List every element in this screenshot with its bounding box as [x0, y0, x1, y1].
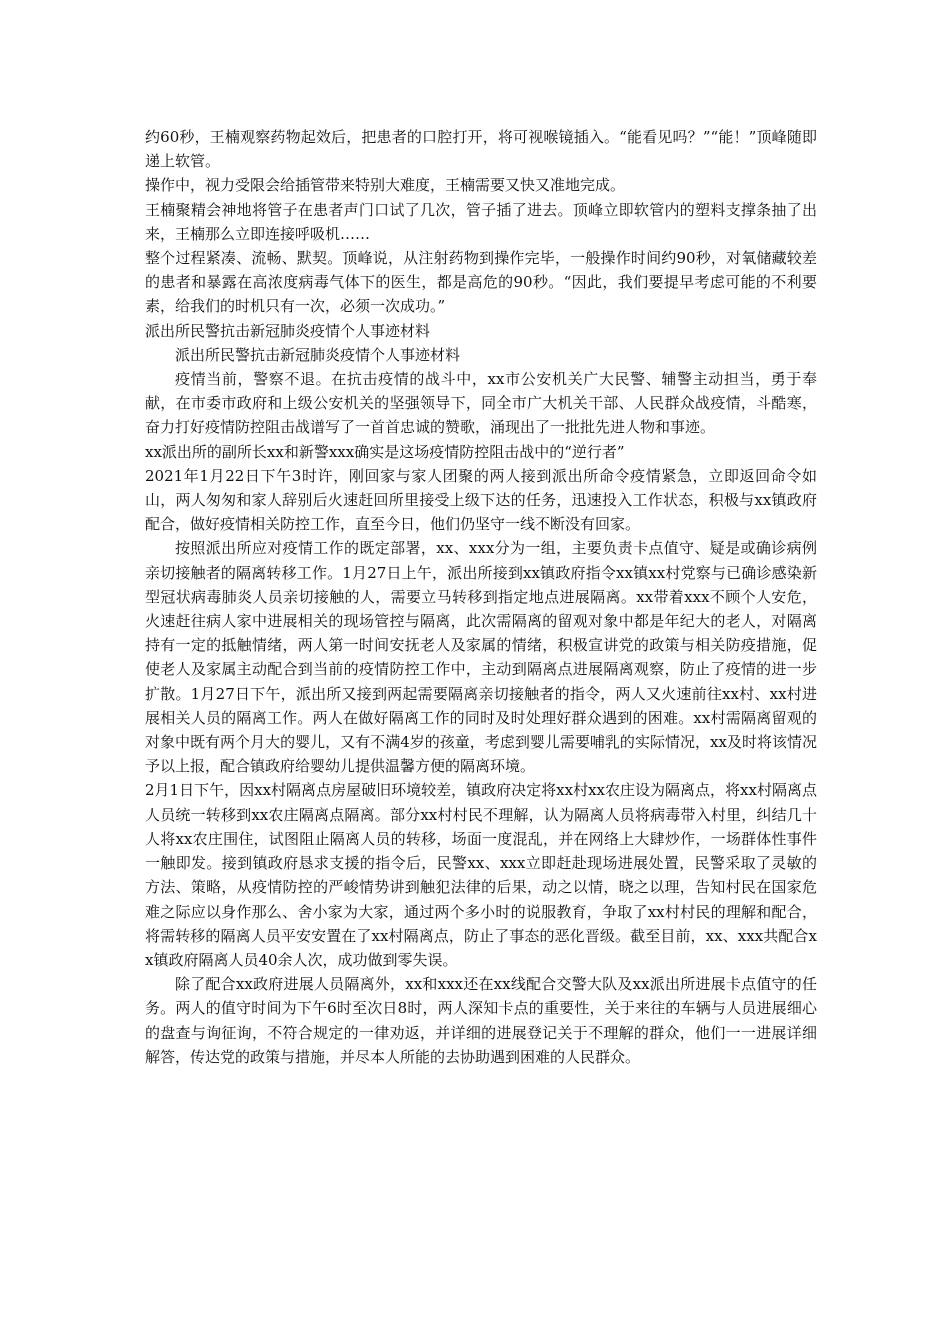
paragraph-heading-line: xx派出所的副所长xx和新警xxx确实是这场疫情防控阻击战中的“逆行者”: [145, 442, 625, 461]
paragraph-checkpoint: 除了配合xx政府进展人员隔离外，xx和xxx还在xx线配合交警大队及xx派出所进展卡点值守的任务。两人的值守时间为下午6时至次日8时，两人深知卡点的重要性，关于来往的车辆与人员进展细心的盘查与询征询，不符合规定的一律劝返，并详细的进展登记关于不理解的群众，他们一一进展详细解答，传达党的政策与措施，并尽本人所能的去协助遇到困难的人民群众。: [145, 975, 817, 1066]
paragraph-3: 王楠聚精会神地将管子在患者声门口试了几次，管子插了进去。顶峰立即软管内的塑料支撑条抽了出来，王楠那么立即连接呼吸机……: [145, 200, 817, 243]
paragraph-4: 整个过程紧凑、流畅、默契。顶峰说，从注射药物到操作完毕，一般操作时间约90秒，对氧储藏较差的患者和暴露在高浓度病毒气体下的医生，都是高危的90秒。“因此，我们要提早考虑可能的不利要素，给我们的时机只有一次，必须一次成功。”: [145, 249, 817, 316]
paragraph-feb1: 2月1日下午，因xx村隔离点房屋破旧环境较差，镇政府决定将xx村xx农庄设为隔离点，将xx村隔离点人员统一转移到xx农庄隔离点隔离。部分xx村村民不理解，认为隔离人员将病毒带入村里，纠结几十人将xx农庄围住，试图阻止隔离人员的转移，场面一度混乱，并在网络上大肆炒作，一场群体性事件一触即发。接到镇政府恳求支援的指令后，民警xx、xxx立即赶赴现场进展处置，民警采取了灵敏的方法、策略，从疫情防控的严峻情势讲到触犯法律的后果，动之以情，晓之以理，告知村民在国家危难之际应以身作那么、舍小家为大家，通过两个多小时的说服教育，争取了xx村村民的理解和配合，将需转移的隔离人员平安安置在了xx村隔离点，防止了事态的恶化晋级。截至目前，xx、xxx共配合xx镇政府隔离人员40余人次，成功做到零失误。: [145, 781, 817, 969]
paragraph-jan22: 2021年1月22日下午3时许，刚回家与家人团聚的两人接到派出所命令疫情紧急，立即返回命令如山，两人匆匆和家人辞别后火速赶回所里接受上级下达的任务，迅速投入工作状态，积极与xx镇政府配合，做好疫情相关防控工作，直至今日，他们仍坚守一线不断没有回家。: [145, 466, 817, 534]
section-subtitle: 派出所民警抗击新冠肺炎疫情个人事迹材料: [175, 345, 461, 364]
paragraph-1: 约60秒，王楠观察药物起效后，把患者的口腔打开，将可视喉镜插入。“能看见吗？”“能！”顶峰随即递上软管。: [145, 128, 817, 171]
section-title: 派出所民警抗击新冠肺炎疫情个人事迹材料: [145, 321, 431, 340]
paragraph-intro: 疫情当前，警察不退。在抗击疫情的战斗中，xx市公安机关广大民警、辅警主动担当，勇于奉献，在市委市政府和上级公安机关的坚强领导下，同全市广大机关干部、人民群众战疫情，斗酷寒，奋力打好疫情防控阻击战谱写了一首首忠诚的赞歌，涌现出了一批批先进人物和事迹。: [145, 370, 817, 437]
paragraph-deployment: 按照派出所应对疫情工作的既定部署，xx、xxx分为一组，主要负责卡点值守、疑是或确诊病例亲切接触者的隔离转移工作。1月27日上午，派出所接到xx镇政府指令xx镇xx村党察与已确诊感染新型冠状病毒肺炎人员亲切接触的人，需要立马转移到指定地点进展隔离。xx带着xxx不顾个人安危，火速赶往病人家中进展相关的现场管控与隔离，此次需隔离的留观对象中都是年纪大的老人，对隔离持有一定的抵触情绪，两人第一时间安抚老人及家属的情绪，积极宣讲党的政策与相关防疫措施，促使老人及家属主动配合到当前的疫情防控工作中，主动到隔离点进展隔离观察，防止了疫情的进一步扩散。1月27日下午，派出所又接到两起需要隔离亲切接触者的指令，两人又火速前往xx村、xx村进展相关人员的隔离工作。两人在做好隔离工作的同时及时处理好群众遇到的困难。xx村需隔离留观的对象中既有两个月大的婴儿，又有不满4岁的孩童，考虑到婴儿需要哺乳的实际情况，xx及时将该情况予以上报，配合镇政府给婴幼儿提供温馨方便的隔离环境。: [145, 539, 817, 776]
document-body: [145, 125, 817, 1069]
paragraph-2: 操作中，视力受限会给插管带来特别大难度，王楠需要又快又准地完成。: [145, 176, 626, 195]
